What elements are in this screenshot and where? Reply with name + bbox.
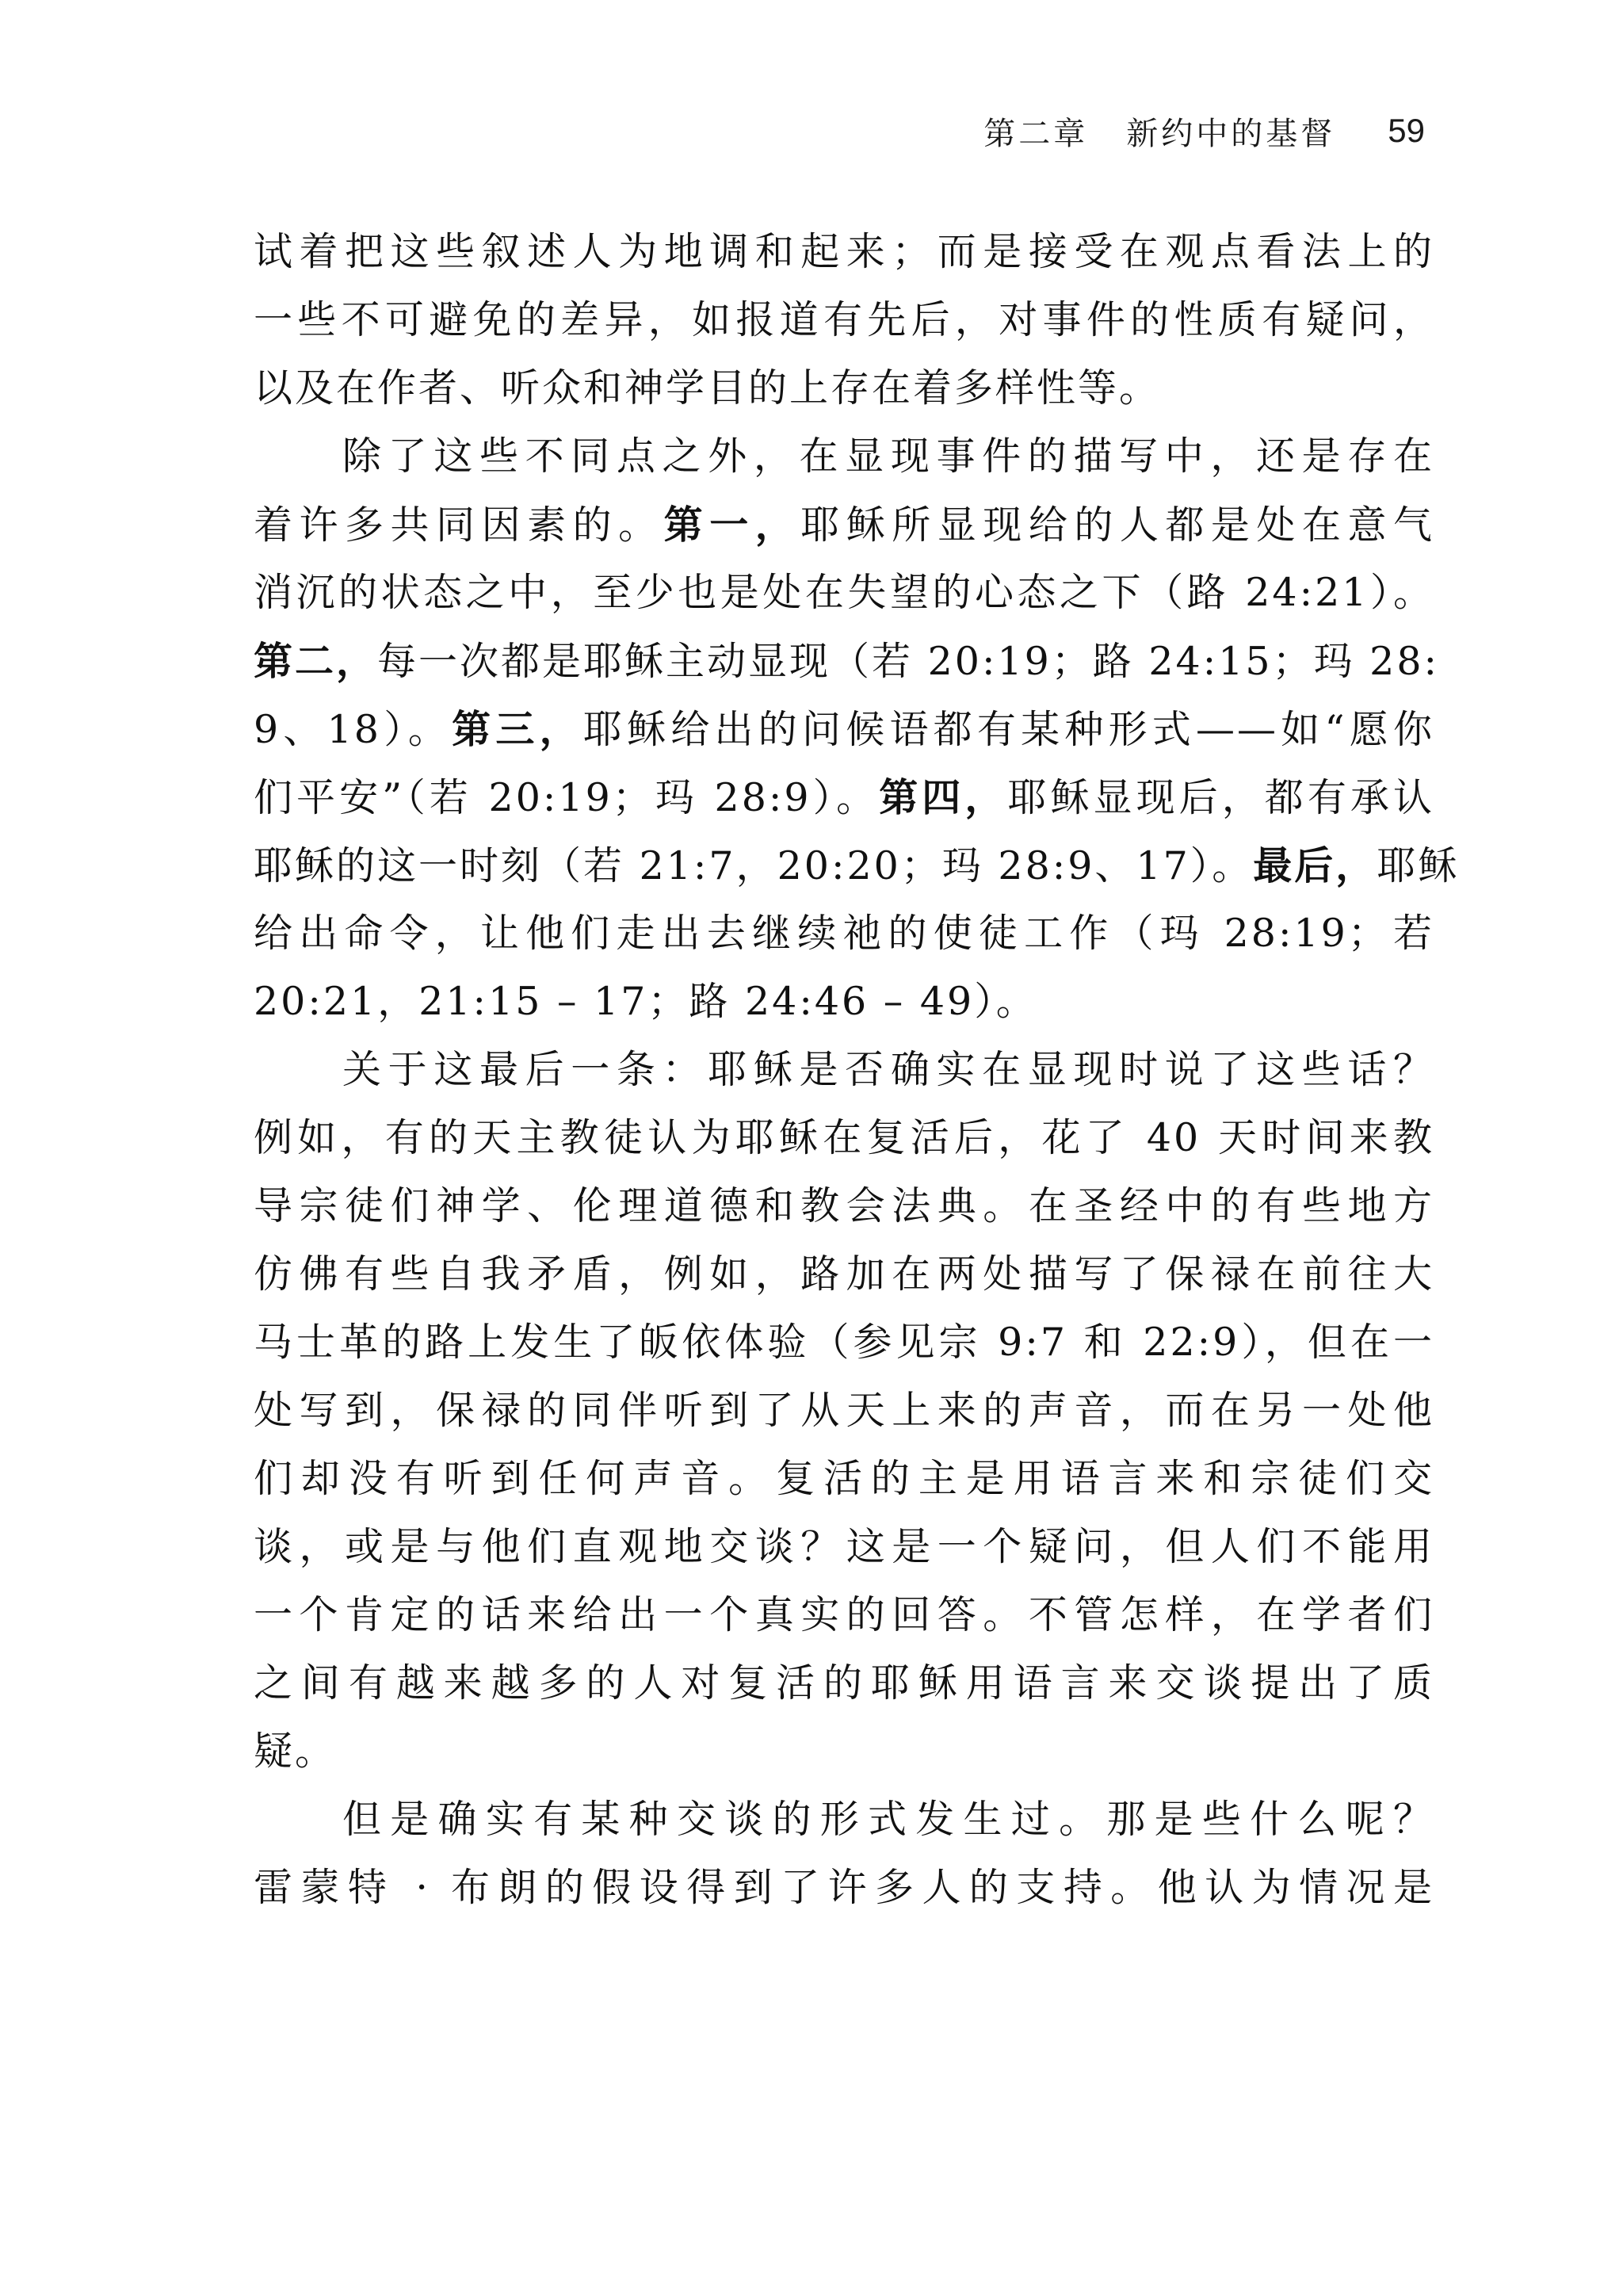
text-line: 第二，每一次都是耶稣主动显现（若 20:19；路 24:15；玛 28: — [254, 638, 1440, 684]
body-text — [254, 218, 1460, 1922]
text-line: 关于这最后一条：耶稣是否确实在显现时说了这些话？ — [342, 1047, 1434, 1092]
text-line: 但是确实有某种交谈的形式发生过。那是些什么呢？ — [342, 1797, 1434, 1842]
text-line: 仿佛有些自我矛盾，例如，路加在两处描写了保禄在前往大 — [254, 1251, 1434, 1297]
text-line: 试着把这些叙述人为地调和起来；而是接受在观点看法上的 — [254, 229, 1434, 274]
chapter-label: 第二章 — [983, 115, 1089, 152]
chapter-title: 新约中的基督 — [1126, 115, 1336, 152]
text-line: 之间有越来越多的人对复活的耶稣用语言来交谈提出了质 — [254, 1660, 1434, 1706]
text-line: 着许多共同因素的。第一，耶稣所显现给的人都是处在意气 — [254, 502, 1434, 548]
text-line: 们平安”（若 20:19；玛 28:9）。第四，耶稣显现后，都有承认 — [254, 774, 1434, 820]
text-line: 一些不可避免的差异，如报道有先后，对事件的性质有疑问， — [254, 297, 1434, 342]
text-line: 9、18）。第三，耶稣给出的问候语都有某种形式——如“愿你 — [254, 706, 1434, 752]
emphasis-first: 第一， — [663, 502, 801, 548]
emphasis-last: 最后， — [1253, 842, 1377, 888]
emphasis-third: 第三， — [452, 706, 583, 752]
emphasis-fourth: 第四， — [879, 774, 1008, 820]
text-line: 给出命令，让他们走出去继续祂的使徒工作（玛 28:19；若 — [254, 911, 1434, 956]
text-line: 一个肯定的话来给出一个真实的回答。不管怎样，在学者们 — [254, 1592, 1434, 1637]
text-line: 20:21，21:15 – 17；路 24:46 – 49）。 — [254, 979, 1037, 1024]
text-line: 导宗徒们神学、伦理道德和教会法典。在圣经中的有些地方 — [254, 1183, 1434, 1228]
text-line: 马士革的路上发生了皈依体验（参见宗 9:7 和 22:9），但在一 — [254, 1320, 1434, 1365]
text-line: 耶稣的这一时刻（若 21:7，20:20；玛 28:9、17）。最后，耶稣 — [254, 842, 1460, 888]
text-line: 除了这些不同点之外，在显现事件的描写中，还是存在 — [342, 434, 1434, 479]
text-line: 以及在作者、听众和神学目的上存在着多样性等。 — [254, 365, 1161, 411]
emphasis-second: 第二， — [254, 638, 378, 684]
text-line: 消沉的状态之中，至少也是处在失望的心态之下（路 24:21）。 — [254, 570, 1434, 615]
text-line: 雷蒙特 · 布朗的假设得到了许多人的支持。他认为情况是 — [254, 1865, 1434, 1910]
text-line: 疑。 — [254, 1729, 337, 1774]
text-line: 处写到，保禄的同伴听到了从天上来的声音，而在另一处他 — [254, 1388, 1434, 1433]
text-line: 谈，或是与他们直观地交谈？这是一个疑问，但人们不能用 — [254, 1524, 1434, 1569]
page-number: 59 — [1388, 112, 1425, 149]
text-line: 们却没有听到任何声音。复活的主是用语言来和宗徒们交 — [254, 1456, 1434, 1501]
running-header — [911, 103, 1425, 159]
text-line: 例如，有的天主教徒认为耶稣在复活后，花了 40 天时间来教 — [254, 1115, 1434, 1160]
